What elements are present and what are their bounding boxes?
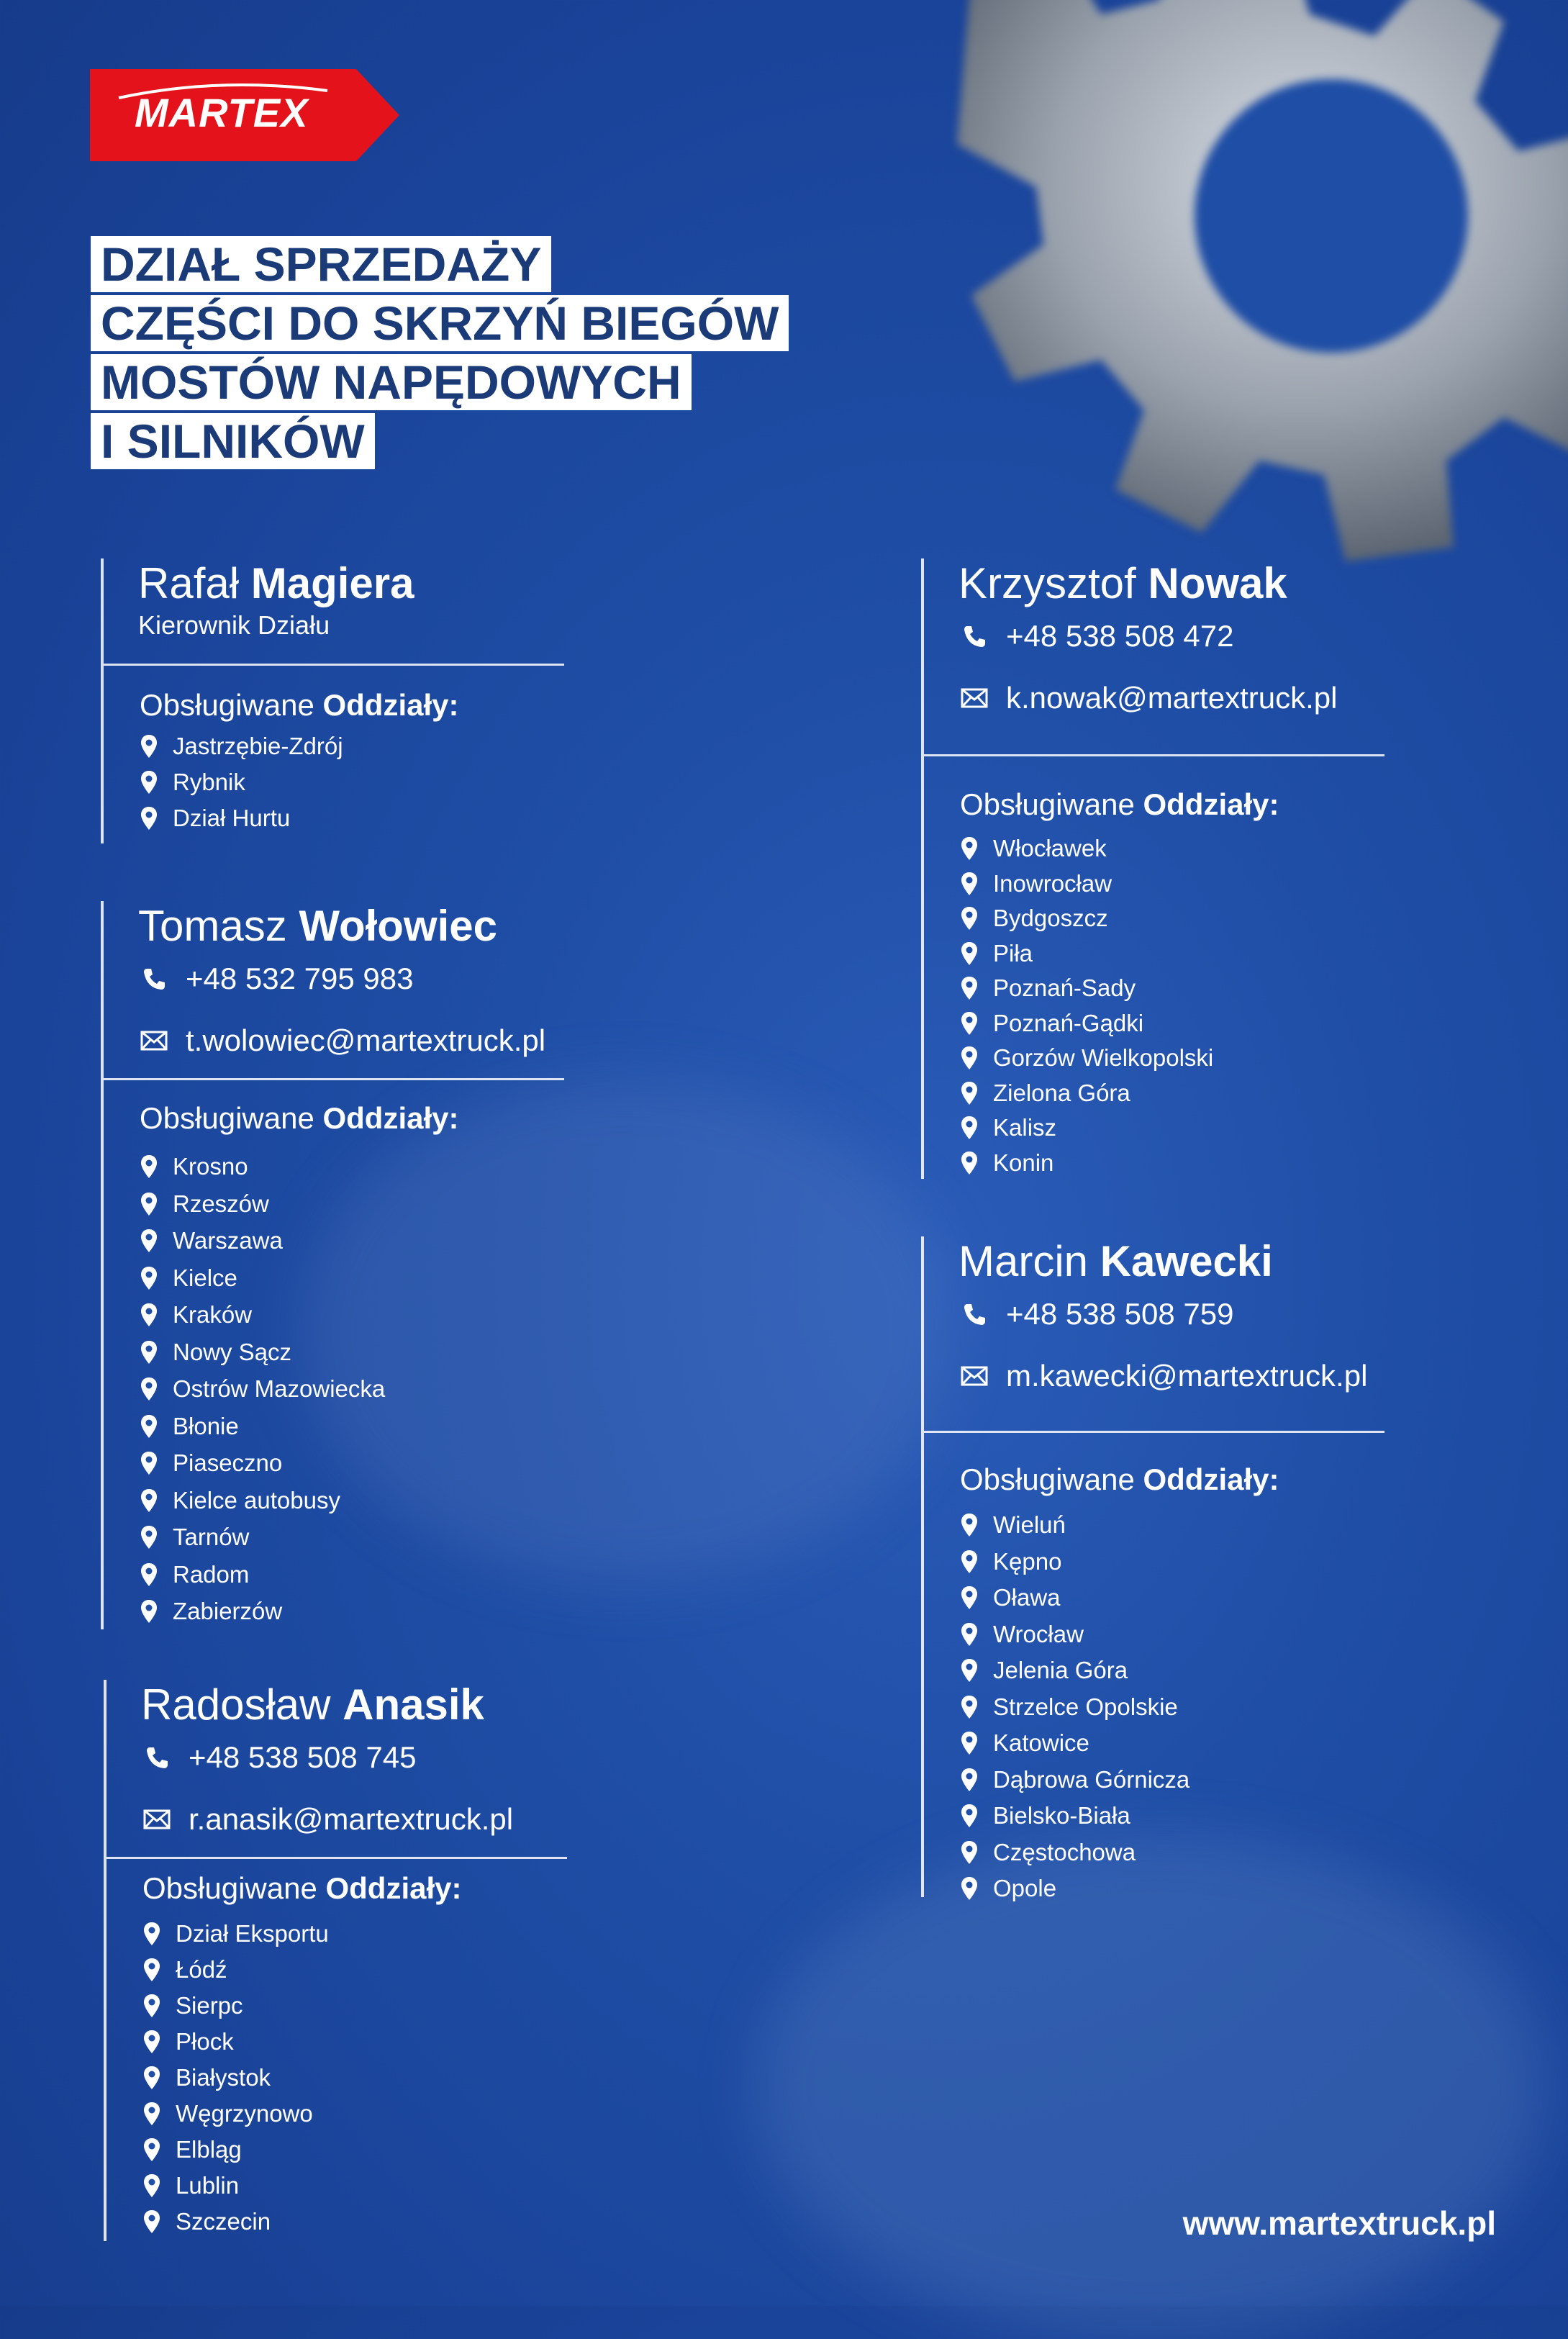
- contact-card-anasik: [104, 1680, 567, 2241]
- branch-item: [142, 2100, 313, 2127]
- location-pin-icon: [140, 1525, 158, 1549]
- location-pin-icon: [960, 1622, 979, 1647]
- location-pin-icon: [140, 1488, 158, 1513]
- location-pin-icon: [142, 2030, 161, 2054]
- branch-name: Radom: [173, 1560, 250, 1588]
- page-title: [91, 236, 789, 472]
- branches-heading: [960, 1462, 1279, 1497]
- branch-name: Zabierzów: [173, 1598, 283, 1624]
- location-pin-icon: [140, 806, 158, 831]
- branch-item: [142, 2208, 271, 2235]
- branch-name: Rzeszów: [173, 1190, 269, 1217]
- location-pin-icon: [960, 1658, 979, 1683]
- last-name: Wołowiec: [299, 902, 497, 950]
- branch-item: [142, 1920, 329, 1947]
- location-pin-icon: [960, 1768, 979, 1792]
- location-pin-icon: [140, 1451, 158, 1475]
- branch-name: Opole: [993, 1875, 1057, 1901]
- branch-name: Lublin: [176, 2172, 240, 2199]
- branch-item: [960, 1149, 1053, 1177]
- branches-heading-prefix: Obsługiwane: [140, 688, 323, 722]
- logo-text: MARTEX: [135, 90, 309, 135]
- branches-heading: [140, 1101, 459, 1136]
- mail-icon: [960, 1362, 989, 1390]
- location-pin-icon: [142, 1994, 161, 2018]
- location-pin-icon: [140, 770, 158, 795]
- branch-item: [142, 2064, 271, 2091]
- mail-icon: [142, 1805, 171, 1834]
- last-name: Nowak: [1148, 559, 1287, 607]
- mail-icon: [960, 684, 989, 712]
- branch-item: [960, 940, 1033, 967]
- location-pin-icon: [960, 976, 979, 1000]
- email[interactable]: [960, 681, 1337, 715]
- branch-name: Dział Eksportu: [176, 1920, 329, 1947]
- location-pin-icon: [960, 836, 979, 861]
- branch-item: [960, 1114, 1056, 1141]
- location-pin-icon: [142, 2102, 161, 2126]
- first-name: Marcin: [959, 1237, 1089, 1285]
- location-pin-icon: [140, 1229, 158, 1253]
- branch-name: Kielce autobusy: [173, 1486, 340, 1514]
- branch-name: Poznań-Sady: [993, 974, 1136, 1001]
- contact-card-magiera: [101, 558, 564, 843]
- last-name: Kawecki: [1100, 1237, 1273, 1285]
- divider: [924, 754, 1385, 756]
- phone[interactable]: [960, 1297, 1233, 1331]
- branch-name: Kępno: [993, 1547, 1062, 1575]
- branch-item: [140, 1524, 249, 1551]
- location-pin-icon: [960, 1151, 979, 1175]
- branch-item: [140, 1190, 269, 1218]
- location-pin-icon: [140, 1562, 158, 1587]
- phone-icon: [960, 1300, 989, 1329]
- contact-name: [138, 558, 414, 608]
- branch-item: [140, 733, 343, 760]
- branch-item: [140, 1449, 282, 1477]
- branch-name: Zielona Góra: [993, 1079, 1130, 1106]
- phone-icon: [960, 622, 989, 651]
- location-pin-icon: [142, 1958, 161, 1982]
- branch-name: Nowy Sącz: [173, 1338, 292, 1365]
- branch-name: Wrocław: [993, 1620, 1084, 1647]
- email[interactable]: [140, 1023, 545, 1058]
- location-pin-icon: [960, 1840, 979, 1865]
- branch-name: Jelenia Góra: [993, 1657, 1128, 1683]
- location-pin-icon: [140, 1599, 158, 1624]
- branch-item: [960, 835, 1107, 862]
- branch-name: Inowrocław: [993, 869, 1112, 897]
- branch-item: [142, 2172, 239, 2199]
- branch-item: [960, 1657, 1128, 1684]
- location-pin-icon: [960, 1585, 979, 1610]
- branches-heading: [142, 1871, 462, 1906]
- branch-name: Krosno: [173, 1153, 248, 1180]
- branch-name: Wieluń: [993, 1511, 1066, 1538]
- role: Kierownik Działu: [138, 610, 330, 640]
- branch-name: Bielsko-Biała: [993, 1802, 1130, 1829]
- branches-heading-prefix: Obsługiwane: [142, 1871, 326, 1905]
- website-link[interactable]: www.martextruck.pl: [1182, 2204, 1496, 2242]
- location-pin-icon: [140, 734, 158, 759]
- phone-icon: [142, 1743, 171, 1772]
- email-address: k.nowak@martextruck.pl: [1006, 681, 1338, 715]
- divider: [924, 1431, 1385, 1433]
- location-pin-icon: [142, 2173, 161, 2198]
- location-pin-icon: [140, 1414, 158, 1439]
- branches-heading-bold: Oddziały:: [325, 1871, 462, 1905]
- branch-item: [960, 1729, 1089, 1757]
- branch-name: Dąbrowa Górnicza: [993, 1765, 1190, 1793]
- branch-item: [140, 1598, 282, 1625]
- branch-item: [140, 1227, 283, 1254]
- phone-number: +48 532 795 983: [186, 962, 414, 995]
- branch-item: [960, 1621, 1084, 1648]
- phone-number: +48 538 508 745: [189, 1740, 417, 1774]
- location-pin-icon: [960, 1876, 979, 1901]
- phone-number: +48 538 508 759: [1006, 1297, 1234, 1331]
- branch-item: [960, 1693, 1178, 1721]
- martex-logo: [90, 69, 399, 161]
- branch-item: [140, 1339, 291, 1366]
- branches-heading: [140, 688, 459, 723]
- location-pin-icon: [960, 1513, 979, 1537]
- branch-item: [140, 1301, 252, 1329]
- branch-item: [960, 1548, 1061, 1575]
- location-pin-icon: [142, 2066, 161, 2090]
- location-pin-icon: [960, 1549, 979, 1574]
- branch-name: Gorzów Wielkopolski: [993, 1044, 1214, 1071]
- branch-name: Sierpc: [176, 1992, 243, 2019]
- last-name: Anasik: [343, 1680, 484, 1729]
- email[interactable]: [142, 1802, 513, 1837]
- branch-item: [140, 1487, 340, 1514]
- branch-item: [140, 1413, 239, 1440]
- first-name: Tomasz: [138, 902, 287, 950]
- branch-item: [142, 1956, 227, 1983]
- contact-card-kawecki: [921, 1236, 1385, 1901]
- branches-heading: [960, 787, 1279, 822]
- location-pin-icon: [140, 1377, 158, 1401]
- location-pin-icon: [140, 1192, 158, 1216]
- title-line: MOSTÓW NAPĘDOWYCH: [91, 354, 692, 410]
- first-name: Radosław: [141, 1680, 331, 1729]
- location-pin-icon: [960, 1081, 979, 1105]
- branches-heading-bold: Oddziały:: [322, 1101, 459, 1135]
- branches-heading-bold: Oddziały:: [1143, 1462, 1279, 1496]
- location-pin-icon: [960, 906, 979, 931]
- divider: [104, 1078, 564, 1080]
- branch-name: Strzelce Opolskie: [993, 1693, 1178, 1720]
- branch-item: [142, 2136, 242, 2163]
- branch-item: [142, 1992, 243, 2019]
- contact-name: [959, 558, 1287, 608]
- branch-name: Konin: [993, 1149, 1054, 1176]
- branch-item: [140, 1153, 248, 1180]
- branch-name: Bydgoszcz: [993, 905, 1108, 931]
- location-pin-icon: [142, 1922, 161, 1946]
- branch-name: Tarnów: [173, 1524, 250, 1550]
- location-pin-icon: [142, 2137, 161, 2162]
- first-name: Krzysztof: [959, 559, 1136, 607]
- location-pin-icon: [960, 1695, 979, 1719]
- branch-item: [960, 974, 1136, 1002]
- branch-item: [140, 805, 290, 832]
- branch-item: [960, 905, 1108, 932]
- branch-item: [140, 769, 245, 796]
- last-name: Magiera: [250, 559, 414, 607]
- phone[interactable]: [960, 619, 1233, 653]
- branch-name: Jastrzębie-Zdrój: [173, 733, 343, 759]
- phone[interactable]: [142, 1740, 416, 1775]
- location-pin-icon: [960, 1731, 979, 1755]
- location-pin-icon: [140, 1266, 158, 1290]
- branch-item: [960, 1802, 1130, 1829]
- background-blur-bearing: [756, 1835, 1547, 2339]
- email[interactable]: [960, 1359, 1367, 1393]
- branch-item: [140, 1561, 249, 1588]
- branch-name: Białystok: [176, 2064, 271, 2091]
- email-address: t.wolowiec@martextruck.pl: [186, 1023, 546, 1057]
- contact-name: [959, 1236, 1273, 1286]
- branch-name: Błonie: [173, 1412, 239, 1439]
- first-name: Rafał: [138, 559, 240, 607]
- branch-name: Rybnik: [173, 769, 245, 795]
- location-pin-icon: [140, 1340, 158, 1365]
- branch-name: Oława: [993, 1584, 1061, 1611]
- contact-name: [138, 901, 497, 951]
- branch-name: Częstochowa: [993, 1838, 1136, 1865]
- email-address: m.kawecki@martextruck.pl: [1006, 1359, 1368, 1393]
- branch-name: Ostrów Mazowiecka: [173, 1375, 386, 1402]
- gear-image: [885, 0, 1568, 561]
- location-pin-icon: [960, 1046, 979, 1070]
- branch-name: Płock: [176, 2028, 234, 2055]
- location-pin-icon: [140, 1154, 158, 1179]
- branches-heading-bold: Oddziały:: [322, 688, 459, 722]
- branch-name: Włocławek: [993, 835, 1107, 861]
- branch-name: Piła: [993, 939, 1033, 967]
- branches-heading-bold: Oddziały:: [1143, 787, 1279, 821]
- contact-card-wolowiec: [101, 901, 564, 1629]
- phone-number: +48 538 508 472: [1006, 619, 1234, 653]
- branch-item: [140, 1264, 237, 1292]
- location-pin-icon: [960, 1804, 979, 1828]
- branch-item: [960, 870, 1112, 897]
- branch-item: [960, 1584, 1061, 1611]
- branch-name: Węgrzynowo: [176, 2100, 313, 2127]
- branch-item: [960, 1080, 1130, 1107]
- mail-icon: [140, 1026, 168, 1055]
- title-line: I SILNIKÓW: [91, 413, 375, 469]
- branch-name: Katowice: [993, 1729, 1089, 1756]
- branch-item: [960, 1766, 1189, 1793]
- divider: [107, 1857, 567, 1859]
- branch-name: Warszawa: [173, 1227, 283, 1254]
- branch-name: Piaseczno: [173, 1449, 283, 1476]
- branch-name: Kalisz: [993, 1114, 1057, 1141]
- branch-item: [142, 2028, 234, 2055]
- title-line: DZIAŁ SPRZEDAŻY: [91, 236, 551, 292]
- branches-heading-prefix: Obsługiwane: [140, 1101, 323, 1135]
- branch-name: Dział Hurtu: [173, 805, 291, 831]
- branch-item: [960, 1511, 1066, 1539]
- contact-name: [141, 1680, 484, 1729]
- email-address: r.anasik@martextruck.pl: [189, 1802, 514, 1836]
- branch-item: [960, 1010, 1143, 1037]
- branch-name: Szczecin: [176, 2208, 271, 2235]
- branch-item: [140, 1375, 385, 1403]
- location-pin-icon: [960, 941, 979, 966]
- branches-heading-prefix: Obsługiwane: [960, 787, 1143, 821]
- branch-name: Elbląg: [176, 2136, 242, 2163]
- branch-item: [960, 1044, 1213, 1072]
- branches-heading-prefix: Obsługiwane: [960, 1462, 1143, 1496]
- location-pin-icon: [960, 872, 979, 896]
- branch-name: Poznań-Gądki: [993, 1009, 1144, 1036]
- branch-name: Łódź: [176, 1956, 227, 1983]
- divider: [104, 664, 564, 666]
- title-line: CZĘŚCI DO SKRZYŃ BIEGÓW: [91, 295, 789, 351]
- phone-icon: [140, 964, 168, 993]
- branch-item: [960, 1839, 1136, 1866]
- branch-item: [960, 1875, 1056, 1902]
- location-pin-icon: [142, 2209, 161, 2234]
- branch-name: Kraków: [173, 1301, 253, 1328]
- location-pin-icon: [960, 1011, 979, 1036]
- contact-card-nowak: [921, 558, 1385, 1179]
- location-pin-icon: [960, 1116, 979, 1140]
- location-pin-icon: [140, 1303, 158, 1327]
- phone[interactable]: [140, 962, 413, 996]
- branch-name: Kielce: [173, 1264, 237, 1291]
